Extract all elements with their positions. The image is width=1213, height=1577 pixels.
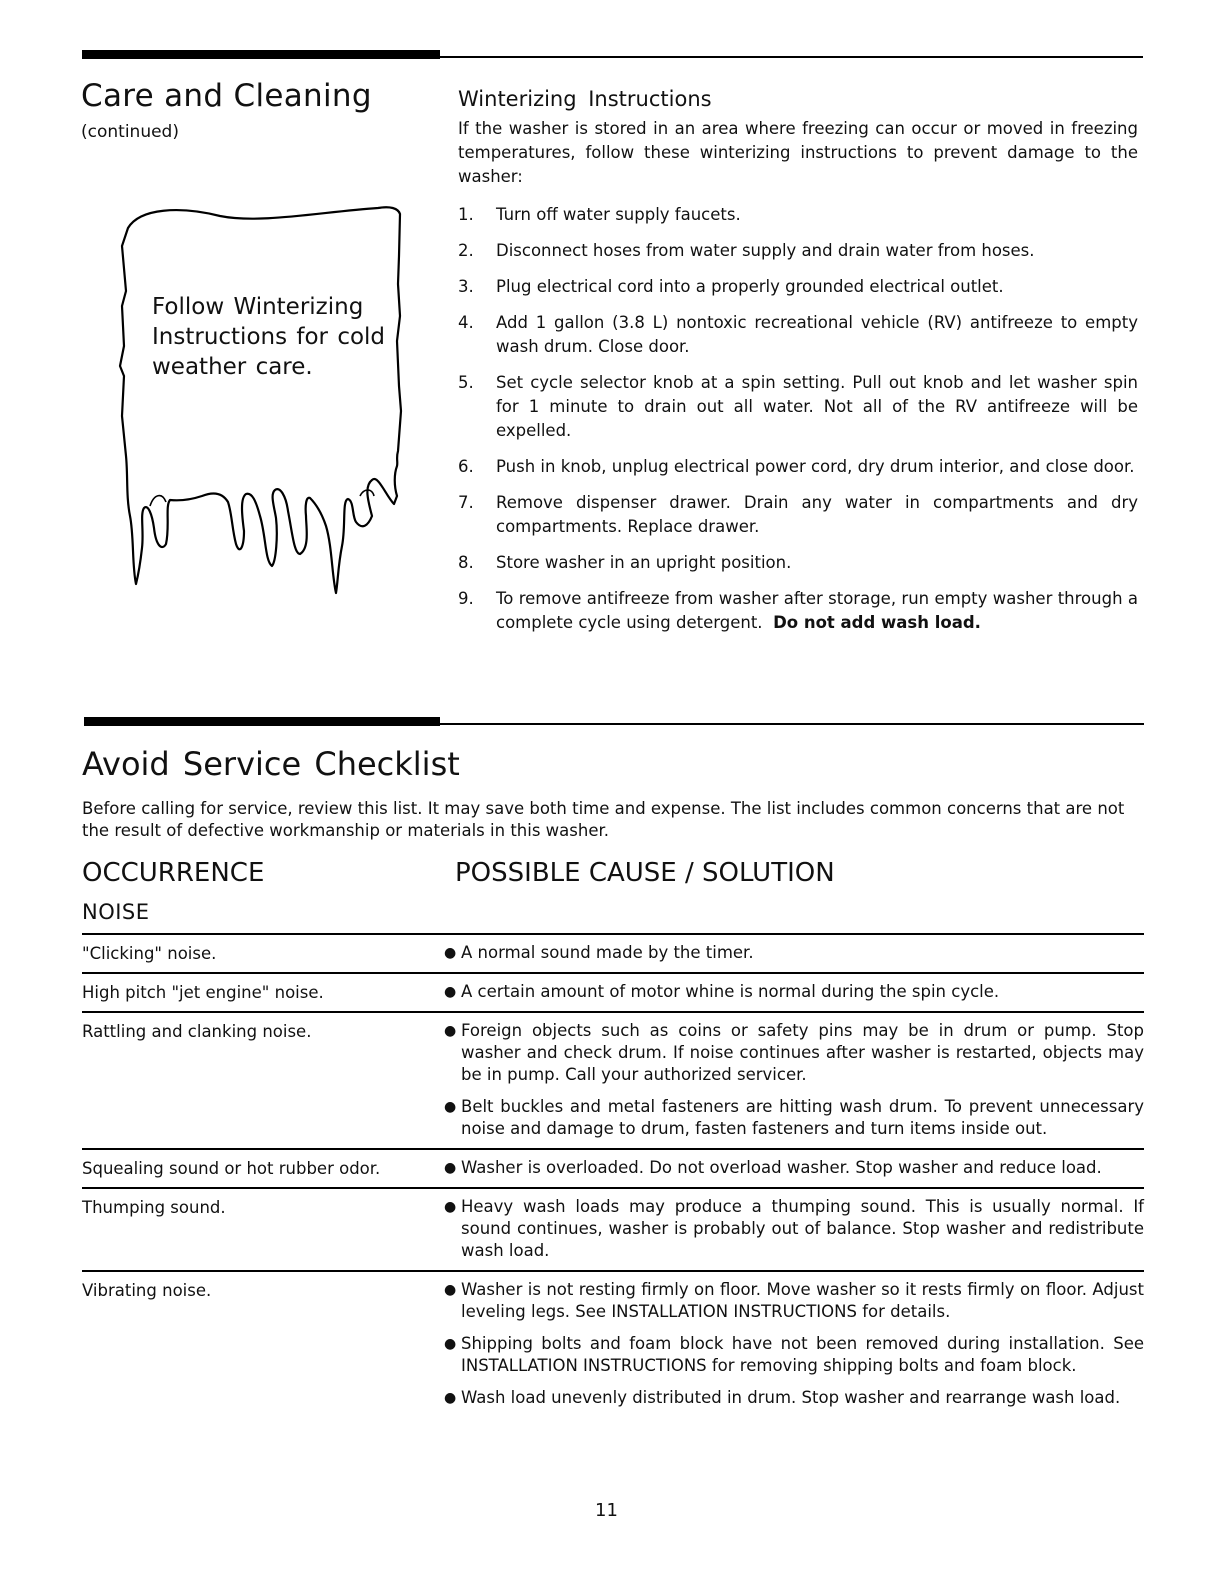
page-number: 11 [595,1500,618,1521]
cause-item [444,981,1144,1003]
step-3 [458,275,1138,299]
step-number: 6. [458,457,474,476]
cause-text: Shipping bolts and foam block have not been removed during installation. See INSTALLATION INSTRUCTIONS for removing shipping bolts and foam block. [461,1334,1144,1375]
step-text [496,587,1138,635]
cause-cell [444,1020,1144,1142]
winterizing-section [458,87,1138,647]
cause-text: Belt buckles and metal fasteners are hitting wash drum. To prevent unnecessary noise and damage to drum, fasten fasteners and turn items inside out. [461,1097,1144,1138]
occurrence-cell: Vibrating noise. [82,1281,212,1300]
table-row [82,1011,1144,1148]
avoid-title: Avoid Service Checklist [82,745,460,783]
cause-item [444,1157,1144,1179]
middle-rule [84,723,1144,725]
top-rule [82,56,1143,58]
step-number: 1. [458,205,474,224]
cause-text: Heavy wash loads may produce a thumping sound. This is usually normal. If sound continues, washer is probably out of balance. Stop washer and redistribute wash load. [461,1197,1144,1260]
cause-item [444,1279,1144,1323]
occurrence-cell: Thumping sound. [82,1198,226,1217]
step-7 [458,491,1138,539]
cause-cell [444,1196,1144,1264]
checklist-table [82,933,1144,1417]
step-emphasis: Do not add wash load. [773,613,981,632]
cause-text: Foreign objects such as coins or safety pins may be in drum or pump. Stop washer and check drum. If noise continues after washer is restarted, objects may be in pump. Call your authorized servicer. [461,1021,1144,1084]
cause-item [444,1020,1144,1086]
step-number: 8. [458,553,474,572]
bullet-icon: ● [444,1099,457,1115]
occurrence-cell: High pitch "jet engine" noise. [82,983,324,1002]
cause-text: Washer is not resting firmly on floor. Move washer so it rests firmly on floor. Adjust leveling legs. See INSTALLATION INSTRUCTIONS for details. [461,1280,1144,1321]
step-text: Push in knob, unplug electrical power cord, dry drum interior, and close door. [496,457,1135,476]
cause-item [444,1196,1144,1262]
table-row [82,933,1144,972]
cause-text: Wash load unevenly distributed in drum. Stop washer and rearrange wash load. [461,1388,1121,1407]
step-8 [458,551,1138,575]
step-4 [458,311,1138,359]
step-6 [458,455,1138,479]
cause-cell [444,1157,1144,1181]
bullet-icon: ● [444,984,457,1000]
cause-header: POSSIBLE CAUSE / SOLUTION [455,858,835,888]
step-text: Set cycle selector knob at a spin setting. Pull out knob and let washer spin for 1 minute to drain out all water. Not all of the RV antifreeze will be expelled. [496,373,1138,440]
cause-item [444,942,1144,964]
step-text: Remove dispenser drawer. Drain any water in compartments and dry compartments. Replace drawer. [496,493,1138,536]
bullet-icon: ● [444,1023,457,1039]
cause-text: A certain amount of motor whine is normal during the spin cycle. [461,982,1000,1001]
step-number: 2. [458,241,474,260]
occurrence-cell: Rattling and clanking noise. [82,1022,312,1041]
cause-text: Washer is overloaded. Do not overload washer. Stop washer and reduce load. [461,1158,1102,1177]
care-continued: (continued) [81,122,179,142]
table-row [82,1270,1144,1417]
table-row [82,1187,1144,1270]
table-row [82,1148,1144,1187]
step-number: 9. [458,589,474,608]
bullet-icon: ● [444,1282,457,1298]
winterizing-title: Winterizing Instructions [458,87,712,111]
cause-cell [444,942,1144,966]
occurrence-header: OCCURRENCE [82,858,265,888]
cause-item [444,1387,1144,1409]
bullet-icon: ● [444,1336,457,1352]
cause-item [444,1333,1144,1377]
table-row [82,972,1144,1011]
bullet-icon: ● [444,1390,457,1406]
care-title: Care and Cleaning [81,78,372,114]
step-text: Disconnect hoses from water supply and drain water from hoses. [496,241,1035,260]
step-2 [458,239,1138,263]
step-1 [458,203,1138,227]
step-text: Turn off water supply faucets. [496,205,741,224]
icicle-illustration [110,196,410,601]
step-text-main: To remove antifreeze from washer after storage, run empty washer through a complete cycle using detergent. [496,589,1138,632]
noise-section-header: NOISE [82,900,150,924]
avoid-intro: Before calling for service, review this list. It may save both time and expense. The list includes common concerns that are not the result of defective workmanship or materials in this washer. [82,799,1125,840]
winterizing-intro: If the washer is stored in an area where freezing can occur or moved in freezing temperatures, follow these winterizing instructions to prevent damage to the washer: [458,119,1138,186]
cause-item [444,1096,1144,1140]
step-text: Plug electrical cord into a properly grounded electrical outlet. [496,277,1004,296]
step-text: Add 1 gallon (3.8 L) nontoxic recreational vehicle (RV) antifreeze to empty wash drum. Close door. [496,313,1138,356]
step-number: 5. [458,373,474,392]
step-number: 3. [458,277,474,296]
step-5 [458,371,1138,443]
winterizing-steps [458,203,1138,635]
bullet-icon: ● [444,945,457,961]
cause-cell [444,981,1144,1005]
step-9 [458,587,1138,635]
step-text: Store washer in an upright position. [496,553,792,572]
occurrence-cell: "Clicking" noise. [82,944,217,963]
occurrence-cell: Squealing sound or hot rubber odor. [82,1159,381,1178]
bullet-icon: ● [444,1160,457,1176]
cause-cell [444,1279,1144,1411]
bullet-icon: ● [444,1199,457,1215]
step-number: 7. [458,493,474,512]
cause-text: A normal sound made by the timer. [461,943,754,962]
step-number: 4. [458,313,474,332]
illustration-caption: Follow Winterizing Instructions for cold weather care. [152,294,386,380]
